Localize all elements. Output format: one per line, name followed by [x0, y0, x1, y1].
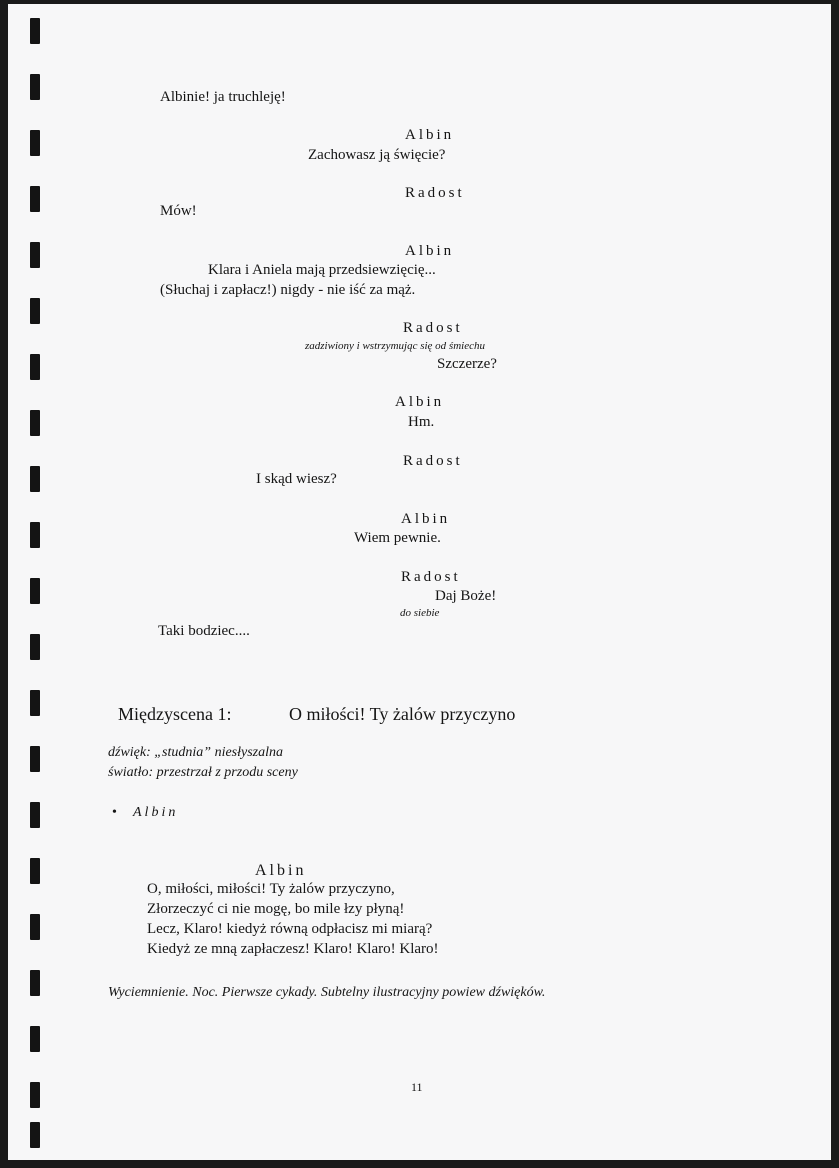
- binding-hole: [30, 802, 40, 828]
- speaker-name: Albin: [401, 511, 451, 527]
- bullet: •: [112, 805, 117, 820]
- binding-hole: [30, 858, 40, 884]
- binding-hole: [30, 130, 40, 156]
- verse-line: Kiedyż ze mną zapłaczesz! Klaro! Klaro! Klaro!: [147, 941, 439, 957]
- speaker-name: Radost: [405, 185, 465, 201]
- speaker-name: Radost: [403, 453, 463, 469]
- verse-line: Lecz, Klaro! kiedyż równą odpłacisz mi miarą?: [147, 921, 433, 937]
- verse-line: O, miłości, miłości! Ty żalów przyczyno,: [147, 881, 395, 897]
- verse-speaker: Albin: [255, 862, 307, 879]
- speaker-name: Albin: [405, 243, 455, 259]
- speaker-name: Albin: [405, 127, 455, 143]
- binding-hole: [30, 522, 40, 548]
- dialogue-line: Mów!: [160, 203, 197, 219]
- binding-hole: [30, 354, 40, 380]
- speaker-name: Radost: [403, 320, 463, 336]
- dialogue-line: Taki bodziec....: [158, 623, 250, 639]
- dialogue-line: Klara i Aniela mają przedsiewzięcię...: [208, 262, 436, 278]
- binding-hole: [30, 634, 40, 660]
- binding-hole: [30, 242, 40, 268]
- dialogue-line: Szczerze?: [437, 356, 497, 372]
- dialogue-line: Daj Boże!: [435, 588, 497, 604]
- dialogue-line: Hm.: [408, 414, 435, 430]
- binding-hole: [30, 746, 40, 772]
- binding-hole: [30, 970, 40, 996]
- binding-hole: [30, 690, 40, 716]
- closing-stage-direction: Wyciemnienie. Noc. Pierwsze cykady. Subtelny ilustracyjny powiew dźwięków.: [108, 985, 546, 1000]
- interlude-title: O miłości! Ty żalów przyczyno: [289, 704, 516, 724]
- speaker-name: Radost: [401, 569, 461, 585]
- verse-line: Złorzeczyć ci nie mogę, bo mile łzy płyną!: [147, 901, 405, 917]
- dialogue-line: (Słuchaj i zapłacz!) nigdy - nie iść za mąż.: [160, 282, 416, 298]
- dialogue-line: Wiem pewnie.: [354, 530, 441, 546]
- page-number: 11: [411, 1080, 423, 1094]
- binding-hole: [30, 186, 40, 212]
- binding-hole: [30, 466, 40, 492]
- speaker-name: Albin: [395, 394, 445, 410]
- binding-hole: [30, 18, 40, 44]
- binding-hole: [30, 74, 40, 100]
- binding-hole: [30, 914, 40, 940]
- binding-hole: [30, 298, 40, 324]
- binding-hole: [30, 1026, 40, 1052]
- binding-hole: [30, 1082, 40, 1108]
- binding-hole: [30, 1122, 40, 1148]
- dialogue-line: Zachowasz ją święcie?: [308, 147, 446, 163]
- dialogue-line: Albinie! ja truchleję!: [160, 89, 286, 105]
- interlude-label: Międzyscena 1:: [118, 704, 232, 724]
- document-page: [8, 4, 831, 1160]
- sound-note: dźwięk: „studnia” niesłyszalna: [108, 745, 284, 760]
- binding-hole: [30, 410, 40, 436]
- cast-list-item: Albin: [133, 805, 179, 820]
- stage-direction: zadziwiony i wstrzymując się od śmiechu: [305, 340, 485, 352]
- binding-hole: [30, 578, 40, 604]
- stage-direction: do siebie: [400, 607, 440, 619]
- light-note: światło: przestrzał z przodu sceny: [108, 765, 298, 780]
- dialogue-line: I skąd wiesz?: [256, 471, 337, 487]
